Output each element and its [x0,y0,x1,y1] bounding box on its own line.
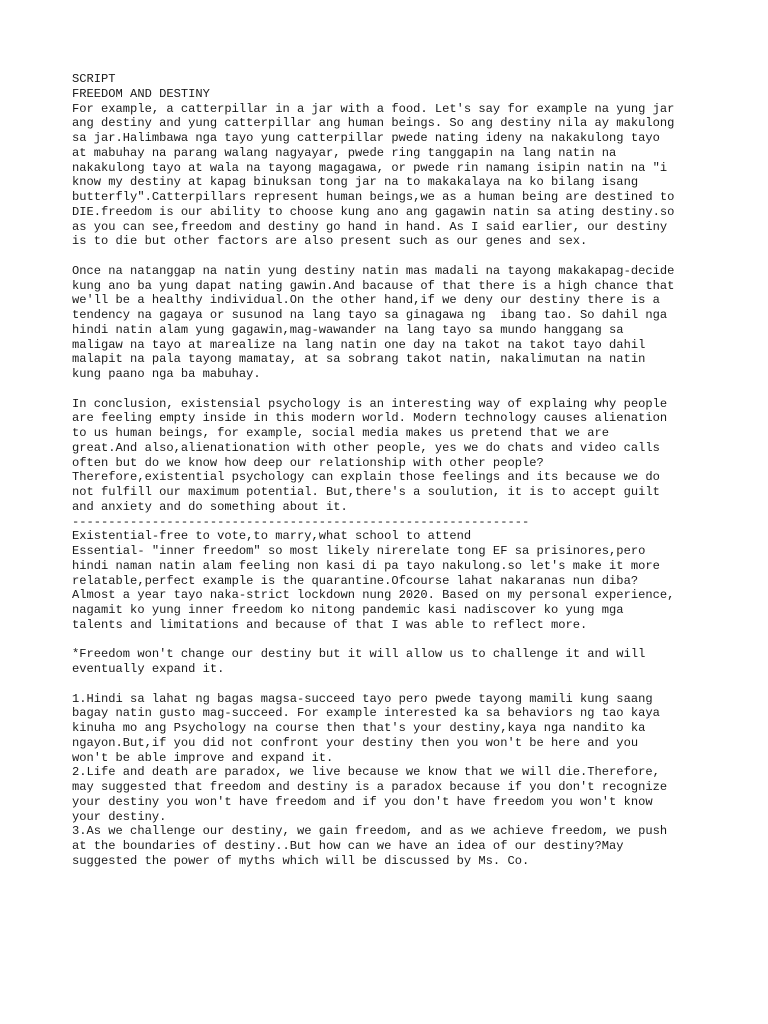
text-line: bagay natin gusto mag-succeed. For example interested ka sa behaviors ng tao kaya [72,706,660,721]
text-line: not fulfill our maximum potential. But,there's a soulution, it is to accept guilt [72,485,660,499]
text-line: --------------------------------------------------------------- [72,514,530,529]
text-line: Almost a year tayo naka-strict lockdown nung 2020. Based on my personal experience, [72,588,675,603]
text-line: Therefore,existential psychology can explain those feelings and its because we do [72,470,660,485]
text-line: malapit na pala tayong mamatay, at sa sobrang takot natin, nakalimutan na natin [72,352,646,367]
text-line: eventually expand it. [72,662,225,676]
paragraph [72,102,712,250]
text-line: DIE.freedom is our ability to choose kung ano ang gagawin natin sa ating destiny.so [72,204,675,219]
document-body [72,102,712,869]
text-line: are feeling empty inside in this modern world. Modern technology causes alienation [72,411,668,426]
text-line: 2.Life and death are paradox, we live because we know that we will die.Therefore, [72,765,660,780]
text-line: often but do we know how deep our relationship with other people? [72,455,544,470]
text-line: is to die but other factors are also present such as our genes and sex. [72,234,588,249]
text-line: Essential- "inner freedom" so most likely nirerelate tong EF sa prisinores,pero [72,544,646,558]
paragraph [72,397,712,633]
text-line: kinuha mo ang Psychology na course then that's your destiny,kaya nga nandito ka [72,721,646,735]
text-line: For example, a catterpillar in a jar with a food. Let's say for example na yung jar [72,101,675,116]
text-line: may suggested that freedom and destiny is a paradox because if you don't recognize [72,780,668,794]
paragraph [72,264,712,382]
text-line: ang destiny and yung catterpillar ang human beings. So ang destiny nila ay makulong [72,116,675,131]
paragraph-gap [72,677,712,692]
text-line: won't be able improve and expand it. [72,750,334,765]
text-line: your destiny you won't have freedom and if you don't have freedom you won't know [72,794,653,809]
document-subtitle: FREEDOM AND DESTINY [72,86,210,101]
paragraph-gap [72,249,712,264]
text-line: Existential-free to vote,to marry,what school to attend [72,529,472,544]
text-line: 1.Hindi sa lahat ng bagas magsa-succeed tayo pero pwede tayong mamili kung saang [72,691,653,706]
text-line: nakakulong tayo at wala na tayong magagawa, or pwede rin namang isipin natin na "i [72,160,668,175]
text-line: *Freedom won't change our destiny but it will allow us to challenge it and will [72,647,646,662]
text-line: we'll be a healthy individual.On the other hand,if we deny our destiny there is a [72,293,660,308]
text-line: In conclusion, existensial psychology is an interesting way of explaing why people [72,396,668,411]
text-line: kung paano nga ba mabuhay. [72,367,261,381]
text-line: know my destiny at kapag binuksan tong jar na to makakalaya na ko bilang isang [72,175,639,190]
text-line: to us human beings, for example, social media makes us pretend that we are [72,426,610,440]
text-line: great.And also,alienationation with other people, yes we do chats and video calls [72,440,660,455]
text-line: nagamit ko yung inner freedom ko nitong pandemic kasi nadiscover ko yung mga [72,603,624,617]
text-line: and anxiety and do something about it. [72,499,348,514]
text-line: at the boundaries of destiny..But how can we have an idea of our destiny?May [72,839,624,853]
paragraph [72,692,712,869]
text-line: at mabuhay na parang walang nagyayar, pwede ring tanggapin na lang natin na [72,145,617,160]
paragraph-gap [72,633,712,648]
document-page [72,72,712,869]
text-line: hindi natin alam yung gagawin,mag-wawander na lang tayo sa mundo hanggang sa [72,322,624,337]
text-line: kung ano ba yung dapat nating gawin.And bacause of that there is a high chance that [72,278,675,293]
text-line: talents and limitations and because of that I was able to reflect more. [72,617,588,632]
text-line: butterfly".Catterpillars represent human beings,we as a human being are destined to [72,190,675,204]
document-title: SCRIPT [72,72,116,86]
text-line: suggested the power of myths which will be discussed by Ms. Co. [72,853,530,868]
text-line: hindi naman natin alam feeling non kasi di pa tayo nakulong.so let's make it more [72,558,660,573]
text-line: relatable,perfect example is the quarantine.Ofcourse lahat nakaranas nun diba? [72,573,639,588]
text-line: ngayon.But,if you did not confront your destiny then you won't be here and you [72,735,639,750]
text-line: 3.As we challenge our destiny, we gain freedom, and as we achieve freedom, we push [72,824,668,839]
text-line: maligaw na tayo at marealize na lang natin one day na takot na takot tayo dahil [72,337,646,352]
text-line: as you can see,freedom and destiny go hand in hand. As I said earlier, our destiny [72,219,668,234]
paragraph-gap [72,382,712,397]
text-line: your destiny. [72,809,167,824]
text-line: Once na natanggap na natin yung destiny natin mas madali na tayong makakapag-decide [72,263,675,278]
text-line: sa jar.Halimbawa nga tayo yung catterpillar pwede nating ideny na nakakulong tayo [72,131,660,145]
text-line: tendency na gagaya or susunod na lang tayo sa ginagawa ng ibang tao. So dahil nga [72,308,668,322]
paragraph [72,647,712,677]
